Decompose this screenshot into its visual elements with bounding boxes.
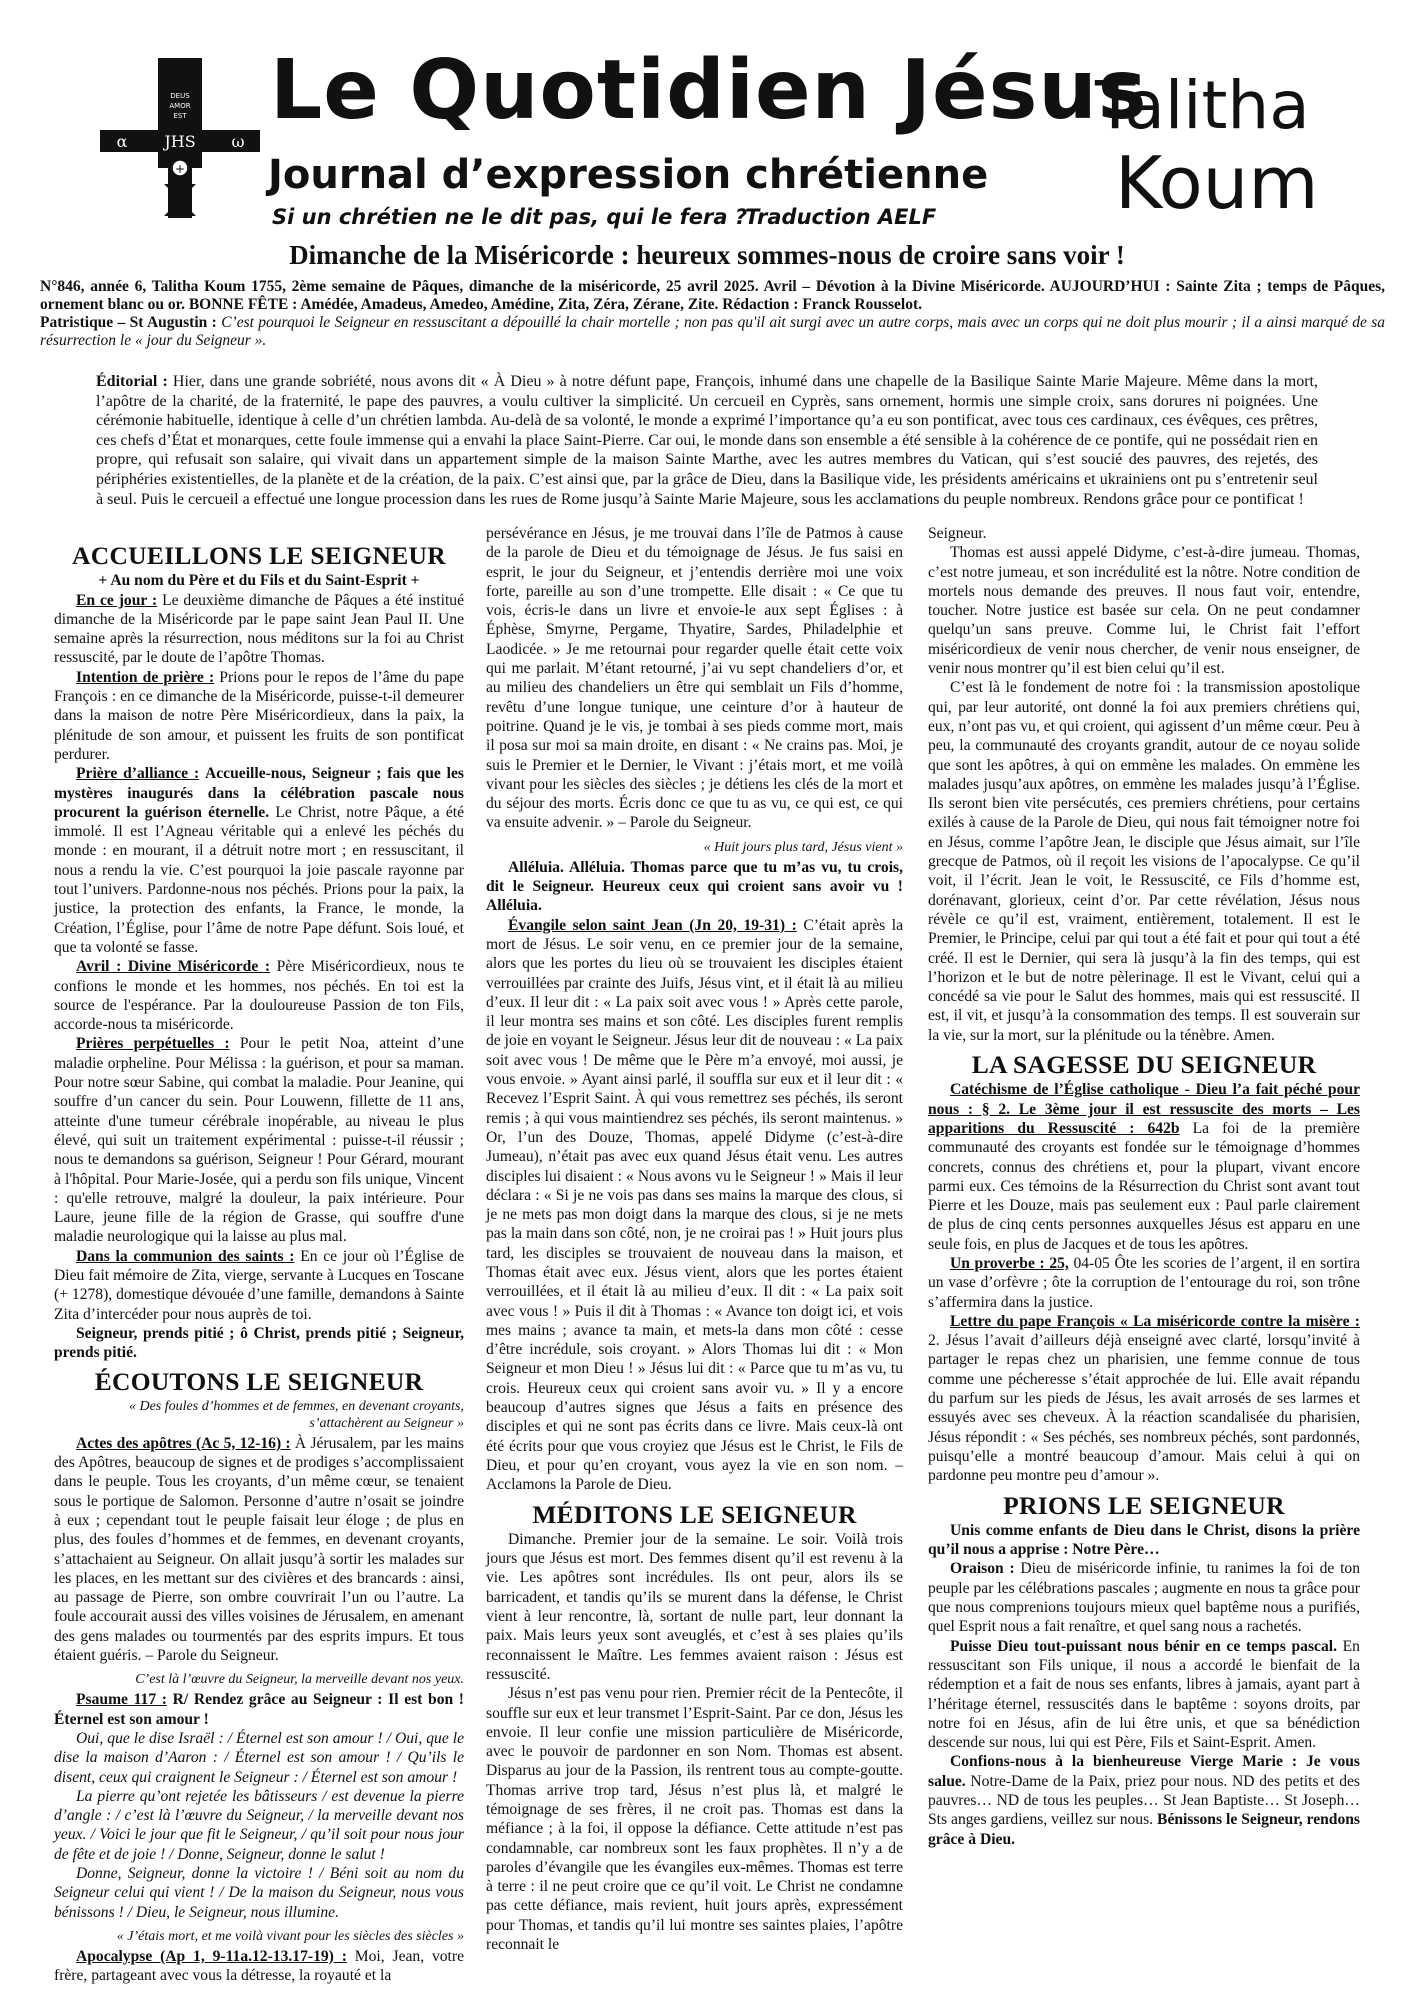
patristique-label: Patristique – St Augustin : (40, 314, 217, 331)
paragraph: Jésus n’est pas venu pour rien. Premier récit de la Pentecôte, il souffle sur eux et leur transmet l’Esprit-Saint. Par ce don, Jésus les envoie. Il leur confie une mission particulière de Miséricorde, avec le pouvoir de pardonner en son Nom. Thomas est absent. Disparus au jour de la Passion, ils rentrent tous au compte-goutte. Thomas arrive trop tard, Jésus n’est plus là, et malgré le témoignage de ses frères, il ne croit pas. Thomas est dans la méfiance ; à la foi, il oppose la défiance. Cette attitude n’est pas condamnable, car nombreux sont les faux prophètes. Il n’y a de paroles d’évangile que les évangiles eux-mêmes. Thomas est terre à terre : il ne peut croire que ce qu’il voit. Le Christ ne condamne pas cette défiance, mais revient, huit jours après, expressément pour Thomas, et tandis qu’il lui montre ses saintes plaies, l’apôtre reconnait le (486, 1685, 903, 1954)
paragraph (54, 764, 464, 957)
column-2 (486, 524, 903, 1954)
svg-text:ω: ω (231, 132, 245, 151)
label: Psaume 117 : (76, 1691, 167, 1709)
label: Un proverbe : 25, (950, 1254, 1069, 1272)
paragraph: Thomas est aussi appelé Didyme, c’est-à-dire jumeau. Thomas, c’est notre jumeau, et son incrédulité est la nôtre. Notre condition de mortels nous demande des preuves. Il nous faut voir, entendre, toucher. Notre justice est basée sur cela. On ne peut condamner quelqu’un sans preuve. Comme lui, le Christ fait l’effort miséricordieux de venir nous chercher, de venir nous enseigner, de venir nous montrer qu’il est bien celui qu’il est. (928, 544, 1360, 678)
text: Père Miséricordieux, nous te confions le monde et les hommes, nos péchés. En toi est la source de l'espérance. Par la douloureuse Passion de ton Fils, accorde-nous ta miséricorde. (54, 958, 464, 1034)
paragraph: persévérance en Jésus, je me trouvai dans l’île de Patmos à cause de la parole de Dieu et du témoignage de Jésus. Je fus saisi en esprit, le jour du Seigneur, et j’entendis derrière moi une voix forte, pareille au son d’une trompette. Elle disait : « Ce que tu vois, écris-le dans un livre et envoie-le aux sept Églises : à Éphèse, Smyrne, Pergame, Thyatire, Sardes, Philadelphie et Laodicée. » Je me retournai pour regarder quelle était cette voix qui me parlait. M’étant retourné, j’ai vu sept chandeliers d’or, et au milieu des chandeliers un être qui semblait un Fils d’homme, revêtu d’une longue tunique, une ceinture d’or à hauteur de poitrine. Quand je le vis, je tombai à ses pieds comme mort, mais il posa sur moi sa main droite, en disant : « Ne crains pas. Moi, je suis le Premier et le Dernier, le Vivant : j’étais mort, et me voilà vivant pour les siècles des siècles ; je détiens les clés de la mort et du séjour des morts. Écris donc ce que tu as vu, ce qui est, ce qui va ensuite advenir. » – Parole du Seigneur. (486, 525, 903, 832)
text-bold: R/ Rendez grâce au Seigneur : Il est bon ! Éternel est son amour ! (54, 1691, 464, 1728)
label: Prières perpétuelles : (76, 1035, 230, 1053)
text: Dieu de miséricorde infinie, tu ranimes la foi de ton peuple par les célébrations pascales ; augmente en nous ta grâce pour que nous comprenions toujours mieux quel baptême nous a purifiés, quel Esprit nous a fait renaître, et quel sang nous a rachetés. (928, 1560, 1360, 1636)
text-bold: Seigneur, prends pitié ; ô Christ, prends pitié ; Seigneur, prends pitié. (54, 1324, 464, 1362)
logo-line-talitha: Talitha (1095, 67, 1310, 144)
label: Prière d’alliance : (76, 765, 200, 783)
masthead-translation: Traduction AELF (745, 205, 937, 229)
section-title-prions: PRIONS LE SEIGNEUR (1003, 1490, 1285, 1520)
paragraph (486, 858, 903, 916)
text-bold: Alléluia. Alléluia. Thomas parce que tu m’as vu, tu crois, dit le Seigneur. Heureux ceux qui croient sans avoir vu ! Alléluia. (486, 858, 903, 915)
paragraph: Dimanche. Premier jour de la semaine. Le soir. Voilà trois jours que Jésus est mort. Des femmes disent qu’il est revenu à la vie. Les apôtres sont incrédules. Ils ont peur, alors ils se barricadent, et tandis qu’ils se murent dans la défense, le Christ vient à leur rencontre, là, sortant de nulle part, leur donnant la paix. Mais leurs yeux sont aveuglés, et c’est à ses plaies qu’ils reconnaissent le Maître. Les femmes avaient raison : Jésus est ressuscité. (486, 1530, 903, 1683)
issue-meta-line: N°846, année 6, Talitha Koum 1755, 2ème semaine de Pâques, dimanche de la miséricorde, 25 avril 2025. Avril – Dévotion à la Divine Miséricorde. AUJOURD’HUI : Sainte Zita ; temps de Pâques, ornement blanc ou or. BONNE FÊTE : Amédée, Amadeus, Amedeo, Amédine, Zita, Zéra, Zérane, Zite. Rédaction : Franck Rousselot. (40, 278, 1385, 313)
paragraph (54, 591, 464, 668)
svg-text:α: α (116, 132, 128, 151)
patristique-text: C’est pourquoi le Seigneur en ressuscitant a dépouillé la chair mortelle ; non pas qu'il ait surgi avec un autre corps, mais avec un corps qui ne doit plus mourir ; il a ainsi marqué de sa résurrection le « jour du Seigneur ». (40, 314, 1385, 349)
svg-text:AMOR: AMOR (169, 102, 191, 110)
masthead-tagline: Si un chrétien ne le dit pas, qui le fera ? (272, 205, 748, 229)
paragraph (54, 668, 464, 764)
text: La foi de la première communauté des croyants est fondée sur le témoignage d’hommes concrets, connus des chrétiens et, pour la plupart, vivant encore parmi eux. Ces témoins de la Résurrection du Christ sont avant tout Pierre et les Douze, mais pas seulement eux : Paul parle clairement de plus de cinq cents personnes auxquelles Jésus est apparu en une seule fois, en plus de Jacques et de tous les apôtres. (928, 1119, 1360, 1253)
section-title-sagesse: LA SAGESSE DU SEIGNEUR (971, 1050, 1317, 1080)
caption: « J’étais mort, et me voilà vivant pour les siècles des siècles » (116, 1928, 464, 1944)
svg-text:DEUS: DEUS (170, 92, 190, 100)
label: Dans la communion des saints : (76, 1247, 295, 1265)
paragraph (54, 1690, 464, 1729)
editorial-label: Éditorial : (96, 373, 168, 390)
text: C’était après la mort de Jésus. Le soir venu, en ce premier jour de la semaine, alors que les portes du lieu où se trouvaient les disciples étaient verrouillées par crainte des Juifs, Jésus vint, et il était là au milieu d’eux. Il leur dit : « La paix soit avec vous ! » Après cette parole, il leur montra ses mains et son côté. Les disciples furent remplis de joie en voyant le Seigneur. Jésus leur dit de nouveau : « La paix soit avec vous ! De même que le Père m’a envoyé, moi aussi, je vous envoie. » Ayant ainsi parlé, il souffla sur eux et il leur dit : « Recevez l’Esprit Saint. À qui vous remettrez ses péchés, ils seront remis ; à qui vous maintiendrez ses péchés, ils seront maintenus. » Or, l’un des Douze, Thomas, appelé Didyme (c’est-à-dire Jumeau), n’était pas avec eux quand Jésus était venu. Les autres disciples lui disaient : « Nous avons vu le Seigneur ! » Mais il leur déclara : « Si je ne vois pas dans ses mains la marque des clous, si je ne mets pas mon doigt dans la marque des clous, si je ne mets pas la main dans son côté, non, je ne croirai pas ! » Huit jours plus tard, les disciples se trouvaient de nouveau dans la maison, et Thomas était avec eux. Jésus vient, alors que les portes étaient verrouillées, et il était là au milieu d’eux. Il dit : « La paix soit avec vous ! » Puis il dit à Thomas : « Avance ton doigt ici, et vois mes mains ; avance ta main, et mets-la dans mon côté : cesse d’être incrédule, sois croyant. » Alors Thomas lui dit : « Mon Seigneur et mon Dieu ! » Jésus lui dit : « Parce que tu m’as vu, tu crois. Heureux ceux qui croient sans avoir vu. » Il y a encore beaucoup d’autres signes que Jésus a faits en présence des disciples et qui ne sont pas écrits dans ce livre. Mais ceux-là ont été écrits pour que vous croyiez que Jésus est le Christ, le Fils de Dieu, et pour qu’en croyant, vous ayez la vie en son nom. – Acclamons la Parole de Dieu. (486, 916, 903, 1494)
paragraph: C’est là le fondement de notre foi : la transmission apostolique qui, par leur autorité, ont donné la foi aux premiers chrétiens qui, eux, n’ont pas vu, et qui croient, qui agissent d’un même cœur. Peu à peu, la communauté des croyants grandit, autour de ce noyau solide que sont les apôtres, à qui on emmène les malades. On emmène les malades jusqu’aux apôtres, on emmène les malades jusqu’à l’Église. Ils seront bien vite persécutés, ces premiers chrétiens, pour certains exilés à cause de la Parole de Dieu, qui nous fait témoigner notre foi en Jésus, comme l’apôtre Jean, le disciple que Jésus aimait, sur l’île grecque de Patmos, où il reçoit les visions de l’apocalypse. Ce qu’il voit, il l’écrit. Jean le voit, le Ressuscité, ce Fils d’homme est, dorénavant, glorieux, ceint d’or. Par cette révélation, Jésus nous révèle ce qu’il est, vraiment, entièrement, totalement. Il est le Premier, le Principe, celui par qui tout a été fait et pour qui tout a été créé. Il est le Dernier, qui sera là jusqu’à la fin des temps, qui est l’horizon et le but de notre pèlerinage. Il est le Vivant, celui qui a concédé sa vie pour le Salut des hommes, mais qui est ressuscité. Il est, il vit, et jusqu’à la consommation des temps. Il est souverain sur la vie, sur la mort, sur la plénitude ou la ténèbre. Amen. (928, 679, 1360, 1044)
label: Apocalypse (Ap 1, 9-11a.12-13.17-19) : (76, 1947, 347, 1965)
paragraph (54, 1324, 464, 1363)
paragraph (54, 1434, 464, 1666)
text-bold: Accueille-nous, Seigneur ; fais que les mystères inaugurés dans la célébration pascale nous procurent la guérison éternelle. (54, 765, 464, 821)
label: Puisse Dieu tout-puissant nous bénir en ce temps pascal. (950, 1637, 1337, 1655)
issue-meta (40, 278, 1385, 350)
text: Le Christ, notre Pâque, a été immolé. Il est l’Agneau véritable qui a enlevé les péchés du monde : en mourant, il a détruit notre mort ; en ressuscitant, il nous a rendu la vie. C’est pourquoi la joie pascale rayonne par tout l’univers. Pardonne-nous nos péchés. Prions pour la paix, la justice, la protection des enfants, la France, le monde, la Création, l’Église, pour l’âme de notre Pape défunt. Sois loué, et que ta volonté se fasse. (54, 803, 464, 956)
label: Confions-nous à la bienheureuse Vierge Marie : Je vous salue. (928, 1753, 1360, 1790)
text: Prions pour le repos de l’âme du pape François : en ce dimanche de la Miséricorde, puisse-t-il demeurer dans la maison de notre Père Miséricordieux, dans la paix, la plénitude de son amour, et puissent les fruits de son pontificat perdurer. (54, 668, 464, 763)
text: Le deuxième dimanche de Pâques a été institué dimanche de la Miséricorde par le pape saint Jean Paul II. Une semaine après la résurrection, nous méditons sur la foi au Christ ressuscité, par le doute de l’apôtre Thomas. (54, 591, 465, 667)
svg-text:JHS: JHS (164, 132, 196, 151)
text: Pour le petit Noa, atteint d’une maladie orpheline. Pour Mélissa : la guérison, et pour sa maman. Pour notre sœur Sabine, qui combat la maladie. Pour Jeanine, qui souffre d’un cancer du sein. Pour Louwenn, fillette de 11 ans, atteinte d'une tumeur cérébrale inopérable, au niveau le plus élevé, qui suit un traitement expérimental : puisse-t-il réussir ; nous te demandons sa guérison, Seigneur ! Pour Gérard, mourant à l'hôpital. Pour Marie-Josée, qui a perdu son fils unique, Vincent : qu'elle retrouve, malgré la douleur, la paix intérieure. Pour Laure, jeune fille de la région de Grasse, qui souffre d'une maladie neurologique qui la laisse au plus mal. (54, 1035, 464, 1246)
psalm-verse: La pierre qu’ont rejetée les bâtisseurs / est devenue la pierre d’angle : / c’est là l’œuvre du Seigneur, / la merveille devant nos yeux. / Voici le jour que fit le Seigneur, / qu’il soit pour nous jour de fête et de joie ! / Donne, Seigneur, donne le salut ! (54, 1787, 464, 1863)
headline: Dimanche de la Miséricorde : heureux sommes-nous de croire sans voir ! (289, 240, 1125, 270)
label: Avril : Divine Miséricorde : (76, 958, 271, 976)
section-title-ecoutons: ÉCOUTONS LE SEIGNEUR (94, 1367, 424, 1397)
svg-text:+: + (174, 162, 186, 176)
logo-line-koum: Koum (1115, 141, 1319, 223)
section-title-accueillons: ACCUEILLONS LE SEIGNEUR (72, 541, 446, 570)
psalm-verse: Donne, Seigneur, donne la victoire ! / Béni soit au nom du Seigneur celui qui vient ! / De la maison du Seigneur, nous vous bénissons ! / Dieu, le Seigneur, nous illumine. (54, 1865, 464, 1921)
paragraph: Seigneur. (928, 525, 987, 542)
text: Notre-Dame de la Paix, priez pour nous. ND des petits et des pauvres… ND de tous les peuples… St Jean Baptiste… St Joseph… Sts anges gardiens, veillez sur nous. (928, 1772, 1360, 1829)
paragraph (486, 916, 903, 1495)
masthead-title: Le Quotidien Jésus (270, 43, 1148, 138)
caption: « Huit jours plus tard, Jésus vient » (703, 839, 903, 855)
paragraph (54, 1947, 464, 1986)
paragraph (54, 1034, 464, 1246)
paragraph (928, 1312, 1360, 1486)
label: En ce jour : (76, 591, 158, 609)
label: Intention de prière : (76, 668, 215, 686)
editorial-text: Hier, dans une grande sobriété, nous avons dit « À Dieu » à notre défunt pape, François, inhumé dans une chapelle de la Basilique Sainte Marie Majeure. Même dans la mort, l’apôtre de la charité, de la fraternité, le pape des pauvres, a voulu cultiver la simplicité. Un cercueil en Cyprès, sans ornement, hormis une simple croix, sans dorures ni poignées. Une cérémonie habituelle, identique à celle d’un chrétien lambda. Au-delà de sa volonté, le monde a exprimé l’importance qu’a eu son pontificat, avec tous ces cardinaux, ces évêques, ces prêtres, ces chefs d’État et monarques, cette foule immense qui a envahi la place Saint-Pierre. Car oui, le monde dans son ensemble a été sensible à la cohérence de ce pontife, qui ne possédait rien en propre, qui refusait son salaire, qui vivait dans un appartement simple de la maison Sainte Marthe, avec les autres membres du Vatican, qui s’est soucié des pauvres, des rejetés, des périphéries existentielles, de la planète et de la création, de la paix. C’est ainsi que, par la grâce de Dieu, dans la Basilique vide, les présidents américains et ukrainiens ont pu s’entretenir seul à seul. Puis le cercueil a effectué une longue procession dans les rues de Rome jusqu’à Sainte Marie Majeure, sous les acclamations du peuple nombreux. Rendons grâce pour ce pontificat ! (96, 373, 1318, 508)
text: Moi, Jean, votre frère, partageant avec vous la détresse, la royauté et la (54, 1947, 464, 1985)
editorial (96, 372, 1318, 509)
talitha-koum-logo (1085, 58, 1325, 223)
text: 2. Jésus l’avait d’ailleurs déjà enseigné avec clarté, lorsqu’invité à partager le repas chez un pharisien, une femme connue de tous comme une pécheresse s’était approchée de lui. Elle avait répandu du parfum sur les pieds de Jésus, les avait arrosés de ses larmes et essuyés avec ses cheveux. À la réaction scandalisée du pharisien, Jésus répondit : « Ses péchés, ses nombreux péchés, sont pardonnés, puisqu’elle a montré beaucoup d’amour. Mais celui à qui on pardonne peu montre peu d’amour ». (928, 1332, 1360, 1485)
label: Actes des apôtres (Ac 5, 12-16) : (76, 1434, 291, 1452)
label: Évangile selon saint Jean (Jn 20, 19-31) : (508, 916, 797, 934)
sign-of-cross: + Au nom du Père et du Fils et du Saint-Esprit + (98, 572, 420, 590)
masthead (0, 0, 1414, 229)
paragraph (54, 957, 464, 1034)
paragraph (928, 1637, 1360, 1753)
text: En ce jour où l’Église de Dieu fait mémoire de Zita, vierge, servante à Lucques en Toscane (+ 1278), domestique dévouée d’une famille, demandons à Sainte Zita d’intercéder pour nous auprès de toi. (54, 1247, 464, 1323)
caption: « Des foules d’hommes et de femmes, en devenant croyants, s’attachèrent au Seigneur » (128, 1398, 464, 1431)
svg-text:EST: EST (173, 112, 187, 120)
column-1 (54, 536, 464, 1985)
paragraph (928, 1254, 1360, 1312)
cross-logo-icon (100, 58, 260, 218)
caption: C’est là l’œuvre du Seigneur, la merveille devant nos yeux. (135, 1672, 464, 1688)
text: En ressuscitant son Fils unique, il nous a accordé le bienfait de la rédemption et a fait de nous ses enfants, libres à jamais, ayant part à l’héritage éternel, ressuscités dans le baptême : soyons droits, par notre foi en Jésus, afin de lui être unis, et que sa bénédiction descende sur nous, lui qui est Père, Fils et Saint-Esprit. Amen. (928, 1637, 1360, 1752)
text: À Jérusalem, par les mains des Apôtres, beaucoup de signes et de prodiges s’accomplissaient dans le peuple. Tous les croyants, d’un même cœur, se tenaient sous le portique de Salomon. Personne d’autre n’osait se joindre à eux ; cependant tout le peuple faisait leur éloge ; de plus en plus, des foules d’hommes et de femmes, en devenant croyants, s’attachaient au Seigneur. On allait jusqu’à sortir les malades sur les places, en les mettant sur des civières et des brancards : ainsi, au passage de Pierre, son ombre couvrirait l’un ou l’autre. La foule accourait aussi des villes voisines de Jérusalem, en amenant des gens malades ou tourmentés par des esprits impurs. Et tous étaient guéris. – Parole du Seigneur. (54, 1434, 465, 1665)
paragraph (928, 1521, 1360, 1560)
paragraph (54, 1247, 464, 1324)
label: Catéchisme de l’Église catholique - Dieu l’a fait péché pour nous : § 2. Le 3ème jour il est ressuscite des morts – Les apparitions du Ressuscité : 642b (928, 1081, 1360, 1137)
text: 04-05 Ôte les scories de l’argent, il en sortira un vase d’orfèvre ; ôte la corruption de l’entourage du roi, son trône s’affermira dans la justice. (928, 1254, 1360, 1311)
label: Oraison : (950, 1560, 1015, 1578)
paragraph (928, 1752, 1360, 1848)
text-bold: Unis comme enfants de Dieu dans le Christ, disons la prière qu’il nous a apprise : Notre Père… (928, 1521, 1360, 1559)
psalm-verse: Oui, que le dise Israël : / Éternel est son amour ! / Oui, que le dise la maison d’Aaron : / Éternel est son amour ! / Qu’ils le disent, ceux qui craignent le Seigneur : / Éternel est son amour ! (54, 1729, 464, 1786)
label: Lettre du pape François « La miséricorde contre la misère : (950, 1312, 1360, 1330)
masthead-subtitle: Journal d’expression chrétienne (268, 152, 989, 198)
paragraph (928, 1559, 1360, 1636)
column-3 (928, 524, 1360, 1849)
paragraph (928, 1080, 1360, 1254)
section-title-meditons: MÉDITONS LE SEIGNEUR (532, 1499, 857, 1529)
text-bold: Bénissons le Seigneur, rendons grâce à Dieu. (928, 1811, 1360, 1848)
